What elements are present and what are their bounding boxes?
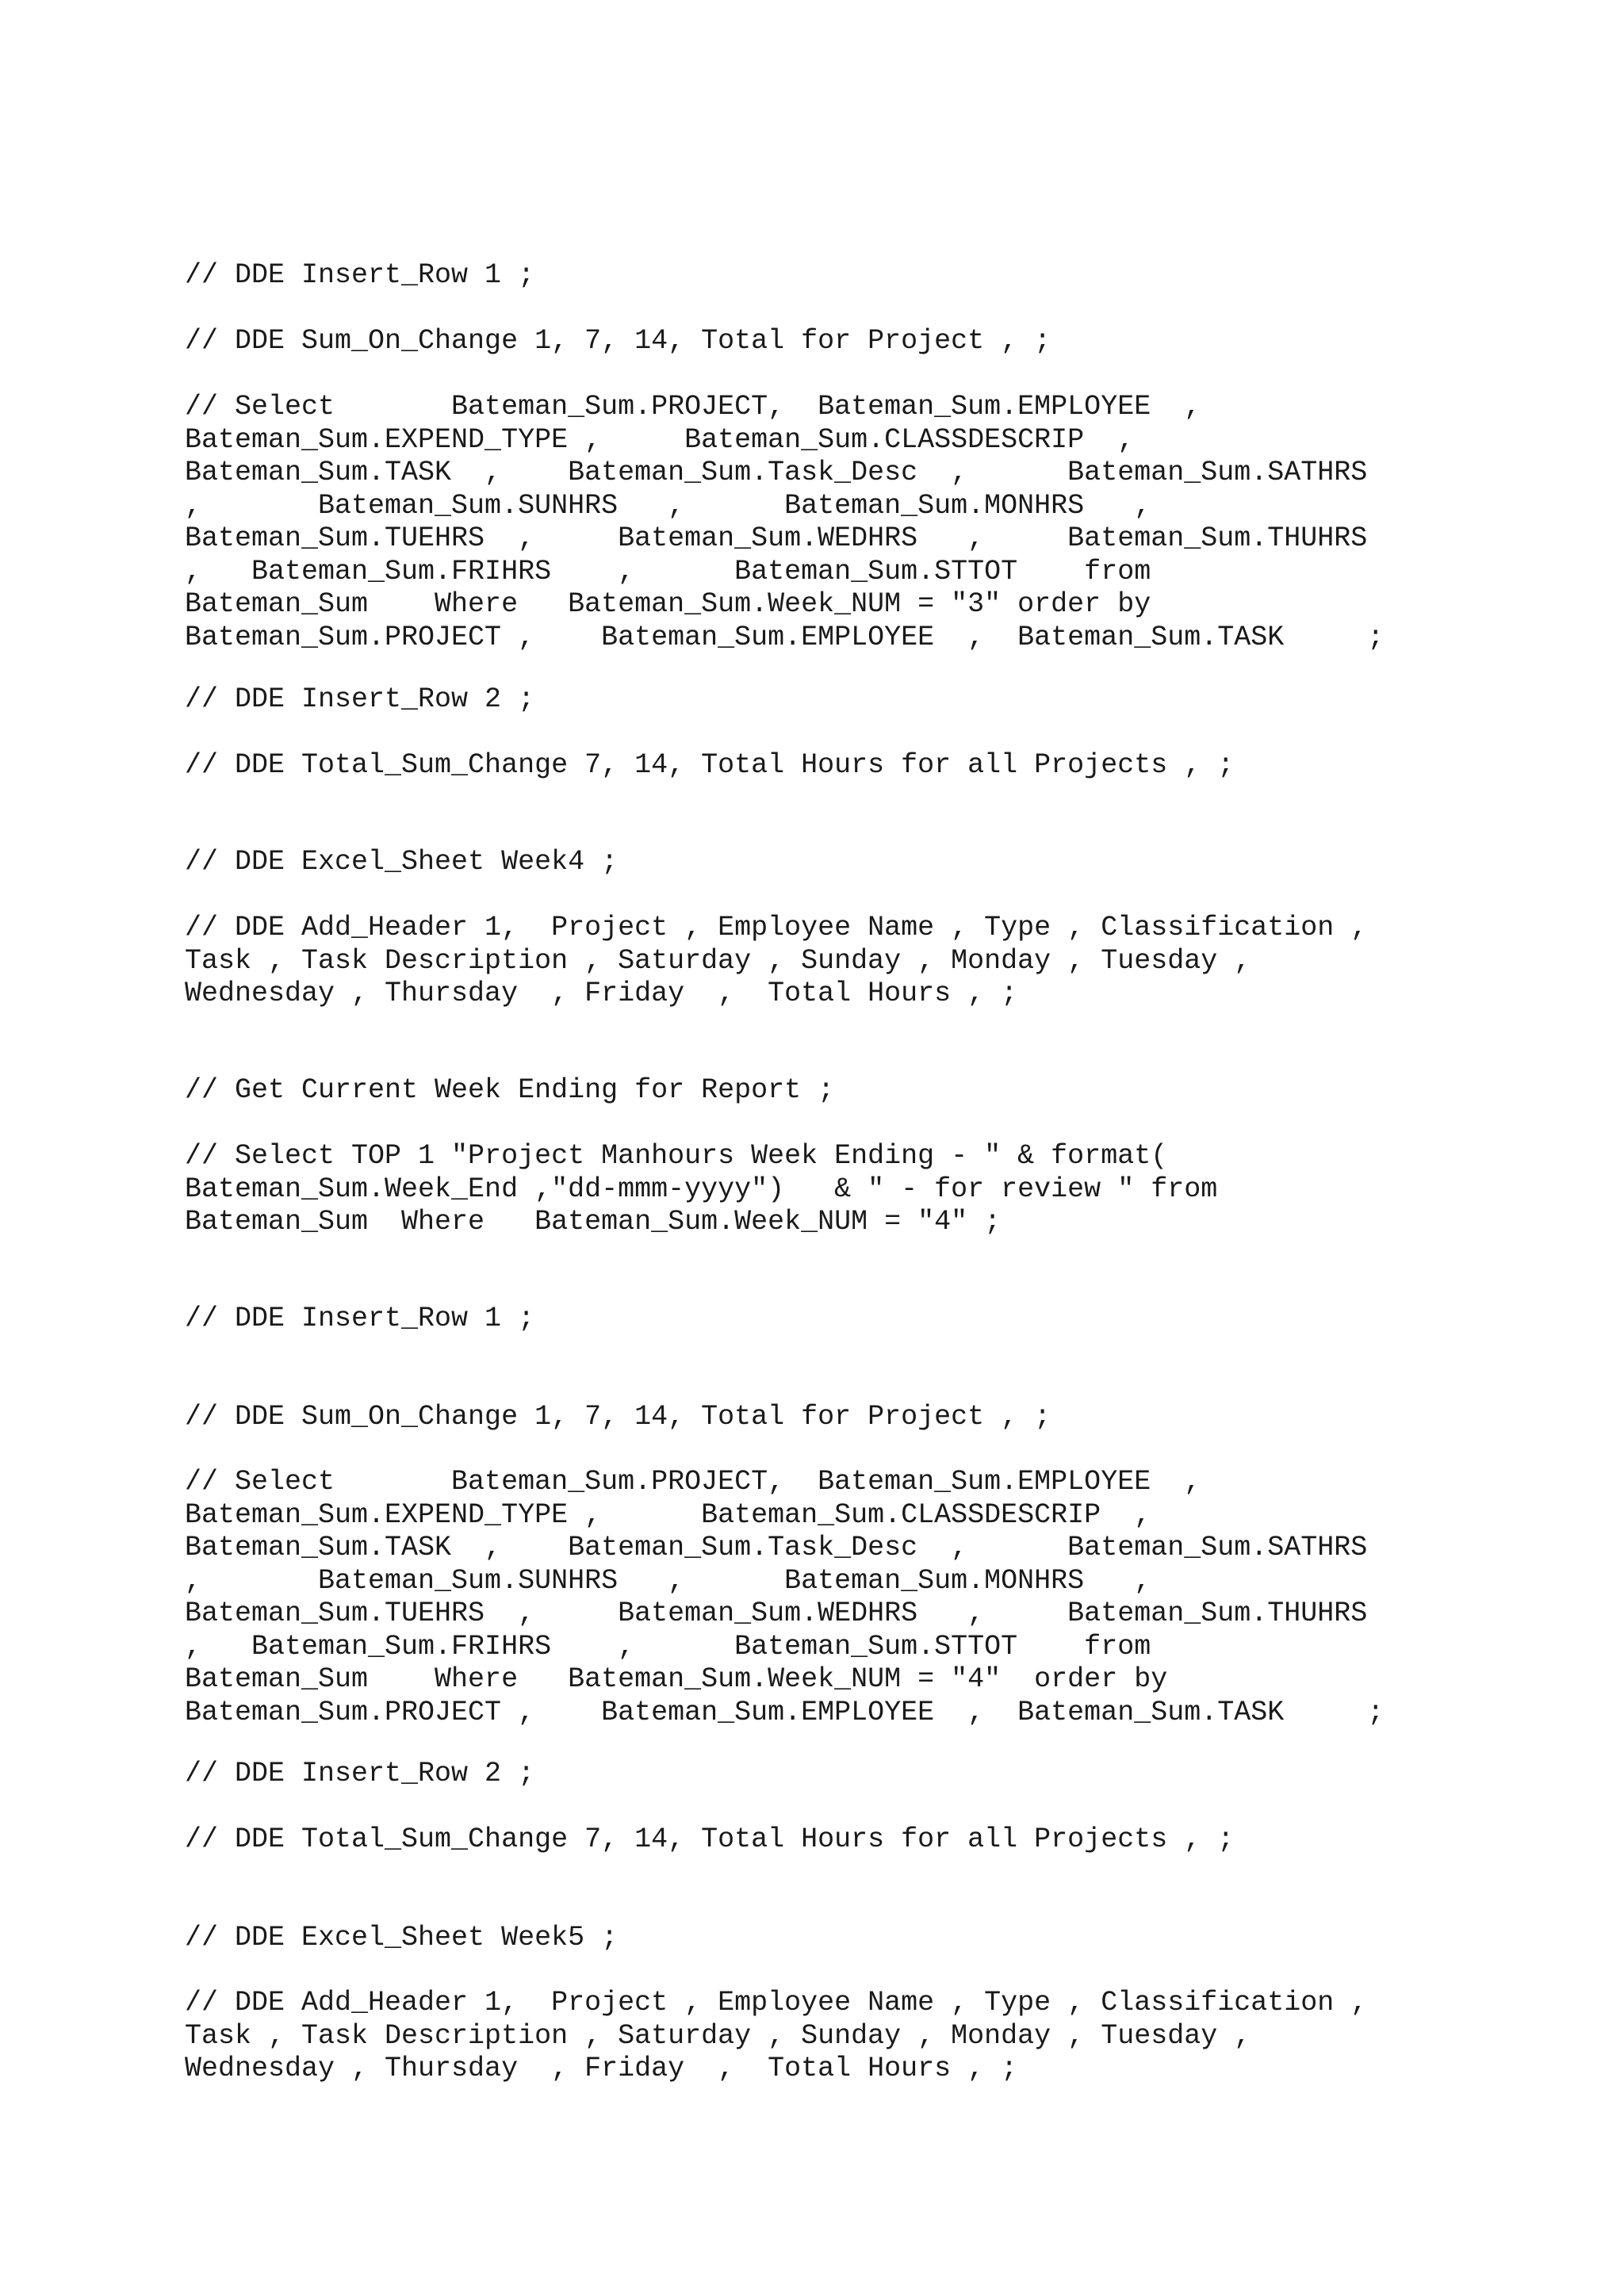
code-block-select-top-1: // Select TOP 1 "Project Manhours Week Ending - " & format( Bateman_Sum.Week_End ,"dd-mmm-yyyy") & " - for review " from Bateman_Sum Where Bateman_Sum.Week_NUM = "4" ; <box>185 1140 1218 1238</box>
code-block-select-week3: // Select Bateman_Sum.PROJECT, Bateman_Sum.EMPLOYEE , Bateman_Sum.EXPEND_TYPE , Bateman_Sum.CLASSDESCRIP , Bateman_Sum.TASK , Bateman_Sum.Task_Desc , Bateman_Sum.SATHRS , Bateman_Sum.SUNHRS , Bateman_Sum.MONHRS , Bateman_Sum.TUEHRS , Bateman_Sum.WEDHRS , Bateman_Sum.THUHRS , Bateman_Sum.FRIHRS , Bateman_Sum.STTOT from Bateman_Sum Where Bateman_Sum.Week_NUM = "3" order by Bateman_Sum.PROJECT , Bateman_Sum.EMPLOYEE , Bateman_Sum.TASK ; <box>185 391 1385 653</box>
code-block-insert-row-1: // DDE Insert_Row 1 ; <box>185 259 535 291</box>
code-block-insert-row-2: // DDE Insert_Row 2 ; <box>185 1758 535 1789</box>
code-block-total-sum-change: // DDE Total_Sum_Change 7, 14, Total Hours for all Projects , ; <box>185 749 1235 781</box>
code-block-insert-row-2: // DDE Insert_Row 2 ; <box>185 683 535 715</box>
code-block-excel-sheet-week4: // DDE Excel_Sheet Week4 ; <box>185 846 619 878</box>
code-block-total-sum-change: // DDE Total_Sum_Change 7, 14, Total Hours for all Projects , ; <box>185 1823 1235 1855</box>
code-block-insert-row-1: // DDE Insert_Row 1 ; <box>185 1303 535 1334</box>
code-block-select-week4: // Select Bateman_Sum.PROJECT, Bateman_Sum.EMPLOYEE , Bateman_Sum.EXPEND_TYPE , Bateman_Sum.CLASSDESCRIP , Bateman_Sum.TASK , Bateman_Sum.Task_Desc , Bateman_Sum.SATHRS , Bateman_Sum.SUNHRS , Bateman_Sum.MONHRS , Bateman_Sum.TUEHRS , Bateman_Sum.WEDHRS , Bateman_Sum.THUHRS , Bateman_Sum.FRIHRS , Bateman_Sum.STTOT from Bateman_Sum Where Bateman_Sum.Week_NUM = "4" order by Bateman_Sum.PROJECT , Bateman_Sum.EMPLOYEE , Bateman_Sum.TASK ; <box>185 1466 1385 1728</box>
code-block-add-header: // DDE Add_Header 1, Project , Employee Name , Type , Classification , Task , Task Description , Saturday , Sunday , Monday , Tuesday , Wednesday , Thursday , Friday , Total Hours , ; <box>185 912 1368 1009</box>
code-block-get-week-ending: // Get Current Week Ending for Report ; <box>185 1074 835 1106</box>
code-block-sum-on-change: // DDE Sum_On_Change 1, 7, 14, Total for Project , ; <box>185 1401 1051 1433</box>
code-block-excel-sheet-week5: // DDE Excel_Sheet Week5 ; <box>185 1922 619 1954</box>
code-block-sum-on-change: // DDE Sum_On_Change 1, 7, 14, Total for Project , ; <box>185 325 1051 357</box>
code-block-add-header: // DDE Add_Header 1, Project , Employee Name , Type , Classification , Task , Task Description , Saturday , Sunday , Monday , Tuesday , Wednesday , Thursday , Friday , Total Hours , ; <box>185 1987 1368 2084</box>
